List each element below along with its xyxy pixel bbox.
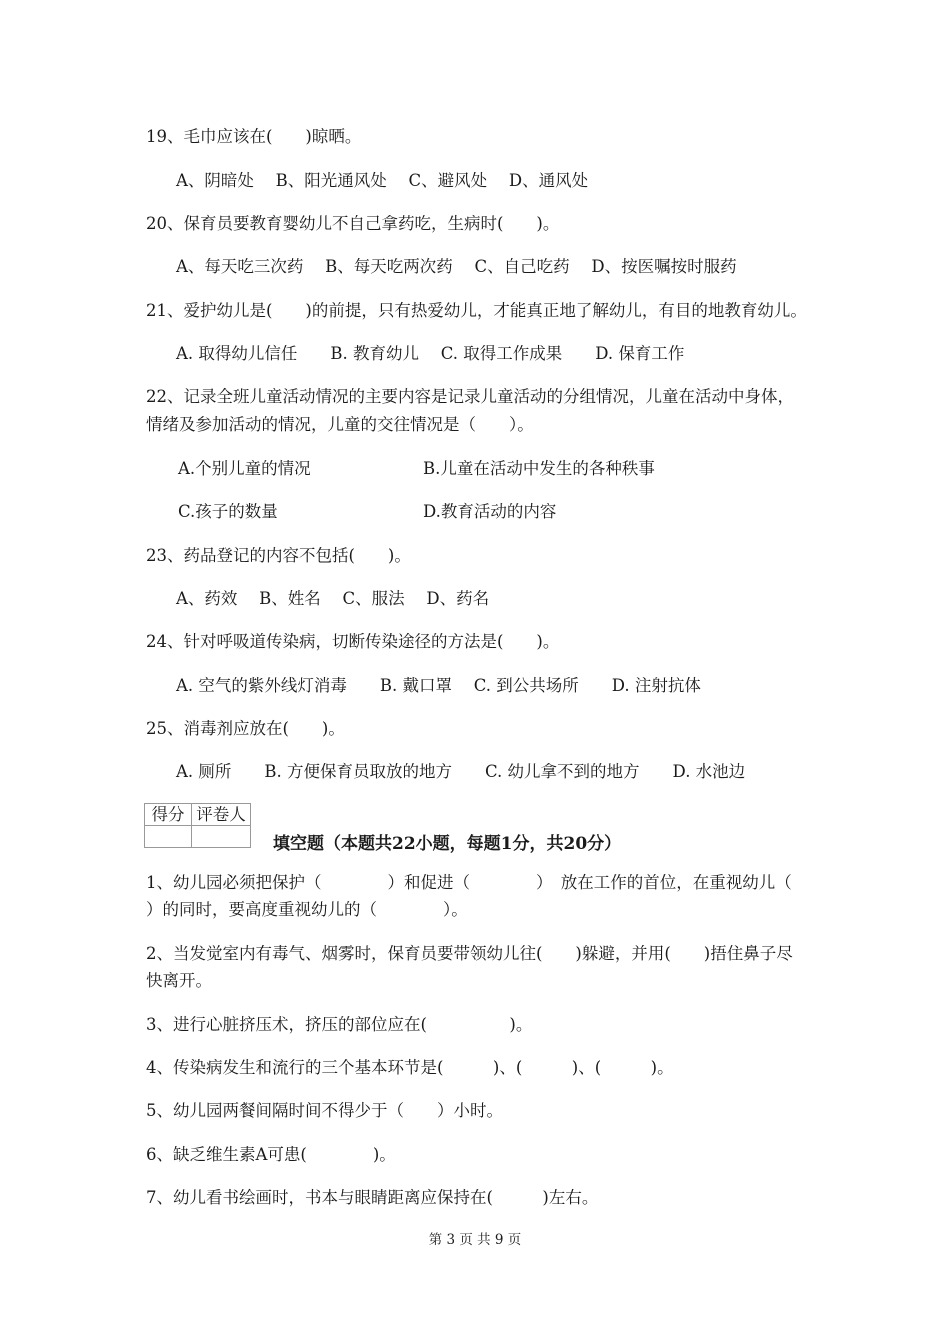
score-cell <box>145 826 192 848</box>
blank-6: 6、缺乏维生素A可患( )。 <box>146 1145 396 1164</box>
score-header: 得分 <box>145 804 192 826</box>
score-box <box>144 803 251 848</box>
blank-3: 3、进行心脏挤压术，挤压的部位应在( )。 <box>146 1015 533 1034</box>
blank-1-line2: ）的同时，要高度重视幼儿的（ ）。 <box>146 900 468 919</box>
question-25-options: A. 厕所 B. 方便保育员取放的地方 C. 幼儿拿不到的地方 D. 水池边 <box>176 762 746 781</box>
question-19-options: A、阴暗处 B、阳光通风处 C、避风处 D、通风处 <box>176 171 589 190</box>
question-22-line1: 22、记录全班儿童活动情况的主要内容是记录儿童活动的分组情况，儿童在活动中身体， <box>146 387 794 406</box>
question-25: 25、消毒剂应放在( )。 <box>146 719 345 738</box>
blank-7: 7、幼儿看书绘画时，书本与眼睛距离应保持在( )左右。 <box>146 1188 599 1207</box>
page-footer: 第 3 页 共 9 页 <box>428 1232 522 1248</box>
grader-header: 评卷人 <box>192 804 251 826</box>
question-22-option-c: C.孩子的数量 <box>178 502 278 521</box>
question-23-options: A、药效 B、姓名 C、服法 D、药名 <box>176 589 490 608</box>
question-21-options: A. 取得幼儿信任 B. 教育幼儿 C. 取得工作成果 D. 保育工作 <box>176 344 685 363</box>
question-24-options: A. 空气的紫外线灯消毒 B. 戴口罩 C. 到公共场所 D. 注射抗体 <box>176 676 701 695</box>
blank-2-line1: 2、当发觉室内有毒气、烟雾时，保育员要带领幼儿往( )躲避，并用( )捂住鼻子尽 <box>146 944 793 963</box>
question-20-options: A、每天吃三次药 B、每天吃两次药 C、自己吃药 D、按医嘱按时服药 <box>176 257 737 276</box>
question-24: 24、针对呼吸道传染病，切断传染途径的方法是( )。 <box>146 632 560 651</box>
blank-4: 4、传染病发生和流行的三个基本环节是( )、( )、( )。 <box>146 1058 674 1077</box>
section-title: 填空题（本题共22小题，每题1分，共20分） <box>273 834 622 854</box>
blank-5: 5、幼儿园两餐间隔时间不得少于（ ）小时。 <box>146 1101 503 1120</box>
question-20: 20、保育员要教育婴幼儿不自己拿药吃，生病时( )。 <box>146 214 560 233</box>
blank-2-line2: 快离开。 <box>146 971 212 990</box>
question-22-option-d: D.教育活动的内容 <box>423 502 557 521</box>
question-19: 19、毛巾应该在( )晾晒。 <box>146 127 362 146</box>
grader-cell <box>192 826 251 848</box>
question-21: 21、爱护幼儿是( )的前提，只有热爱幼儿，才能真正地了解幼儿，有目的地教育幼儿。 <box>146 301 807 320</box>
blank-1-line1: 1、幼儿园必须把保护（ ）和促进（ ） 放在工作的首位，在重视幼儿（ <box>146 873 792 892</box>
question-23: 23、药品登记的内容不包括( )。 <box>146 546 411 565</box>
question-22-line2: 情绪及参加活动的情况，儿童的交往情况是（ ）。 <box>146 415 534 434</box>
question-22-option-a: A.个别儿童的情况 <box>178 459 311 478</box>
question-22-option-b: B.儿童在活动中发生的各种秩事 <box>423 459 655 478</box>
